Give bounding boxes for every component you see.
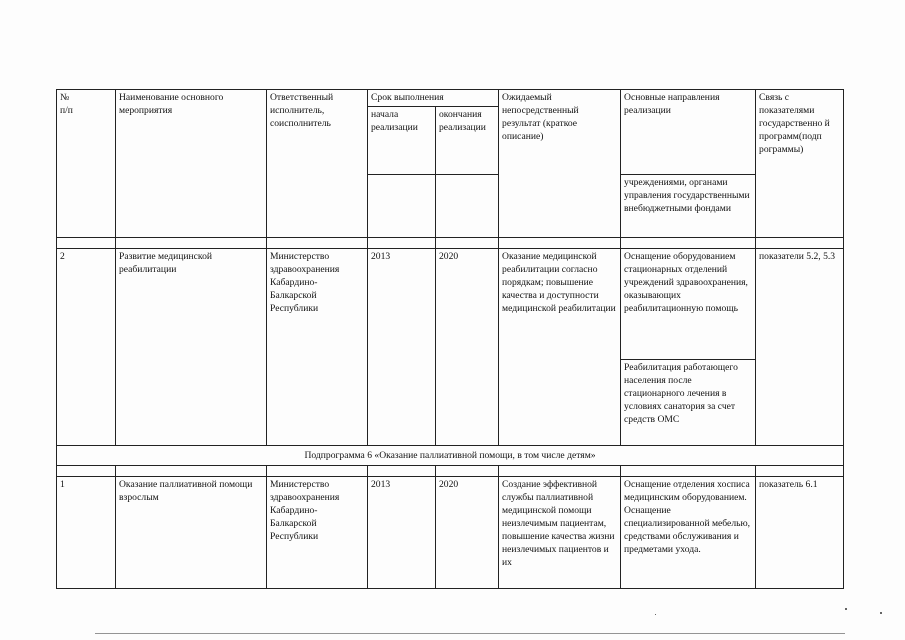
continuation-end-empty xyxy=(436,175,499,238)
row2-start: 2013 xyxy=(368,249,436,446)
header-term: Срок выполнения xyxy=(368,90,499,107)
header-result: Ожидаемый непосредственный результат (краткое описание) xyxy=(499,90,621,238)
row2-link: показатели 5.2, 5.3 xyxy=(756,249,844,446)
row2-result: Оказание медицинской реабилитации согласно порядкам; повышение качества и доступности медицинской реабилитации xyxy=(499,249,621,446)
subprogram-row xyxy=(57,446,844,466)
row2-executor: Министерство здравоохранения Кабардино-Балкарской Республики xyxy=(267,249,368,446)
header-executor: Ответственный исполнитель, соисполнитель xyxy=(267,90,368,238)
continuation-directions: учреждениями, органами управления государственными внебюджетными фондами xyxy=(621,175,756,238)
table-row xyxy=(57,477,844,589)
table-header-row xyxy=(57,90,844,107)
header-link: Связь с показателями государственно й программ(подп рограммы) xyxy=(756,90,844,238)
row6-1-result: Создание эффективной службы паллиативной медицинской помощи неизлечимым пациентам, повышение качества жизни неизлечимых пациентов и их xyxy=(499,477,621,589)
spacer-row xyxy=(57,466,844,477)
row6-1-directions: Оснащение отделения хосписа медицинским оборудованием. Оснащение специализированной мебелью, средствами обслуживания и предметами ухода. xyxy=(621,477,756,589)
scan-dot xyxy=(880,612,882,614)
row6-1-name: Оказание паллиативной помощи взрослым xyxy=(116,477,267,589)
header-start: начала реализации xyxy=(368,107,436,175)
header-directions: Основные направления реализации xyxy=(621,90,756,175)
row2-name: Развитие медицинской реабилитации xyxy=(116,249,267,446)
row6-1-link: показатель 6.1 xyxy=(756,477,844,589)
table-row xyxy=(57,249,844,360)
row6-1-start: 2013 xyxy=(368,477,436,589)
row6-1-end: 2020 xyxy=(436,477,499,589)
row6-1-num: 1 xyxy=(57,477,116,589)
row2-direction-b: Реабилитация работающего населения после стационарного лечения в условиях санатория за счет средств ОМС xyxy=(621,360,756,446)
row2-num: 2 xyxy=(57,249,116,446)
activities-table xyxy=(56,89,844,589)
header-end: окончания реализации xyxy=(436,107,499,175)
subprogram-title: Подпрограмма 6 «Оказание паллиативной помощи, в том числе детям» xyxy=(57,446,844,466)
scan-dot xyxy=(845,608,847,610)
scan-edge-line xyxy=(95,633,845,634)
scan-dot xyxy=(655,614,656,615)
row2-end: 2020 xyxy=(436,249,499,446)
header-name: Наименование основного мероприятия xyxy=(116,90,267,238)
spacer-row xyxy=(57,238,844,249)
header-num: № п/п xyxy=(57,90,116,238)
row2-direction-a: Оснащение оборудованием стационарных отделений учреждений здравоохранения, оказывающих реабилитационную помощь xyxy=(621,249,756,360)
row6-1-executor: Министерство здравоохранения Кабардино-Балкарской Республики xyxy=(267,477,368,589)
continuation-start-empty xyxy=(368,175,436,238)
